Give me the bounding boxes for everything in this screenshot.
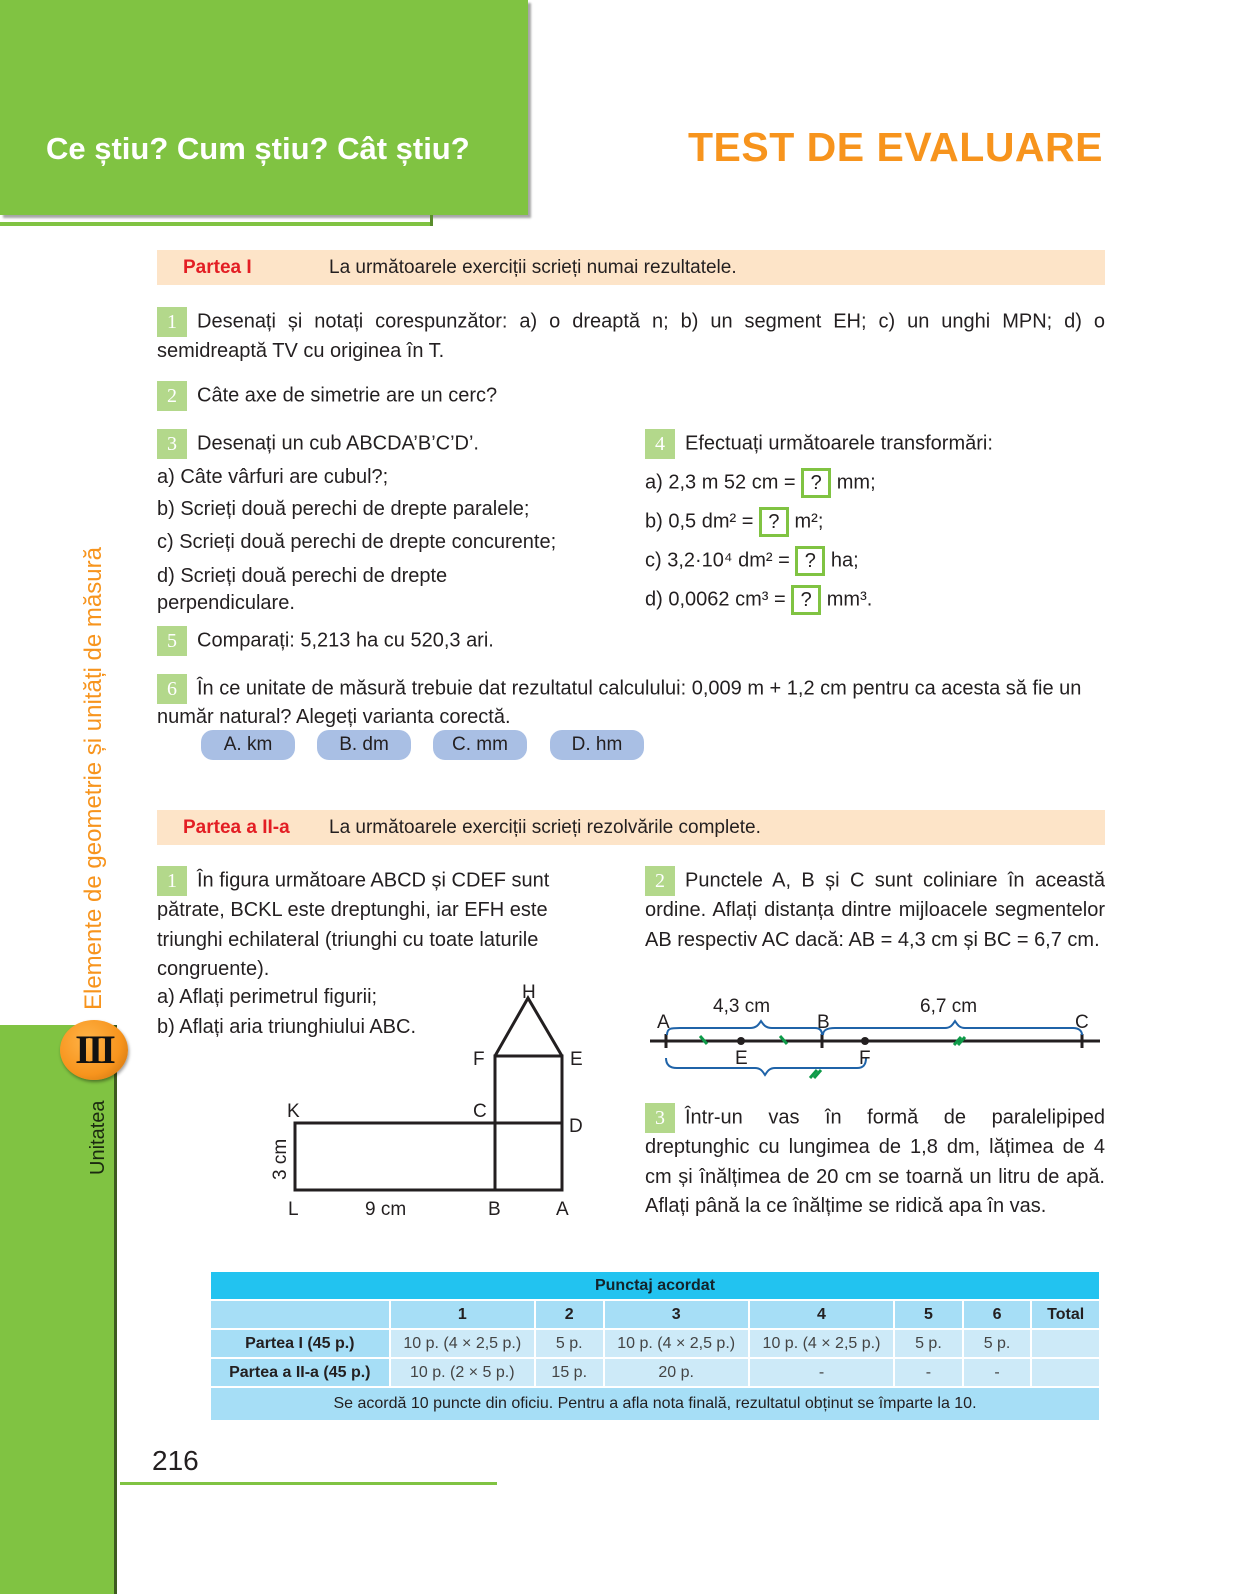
geometry-figure xyxy=(260,975,600,1225)
expression: d) 0,0062 cm³ = xyxy=(645,588,786,611)
score-table-footer: Se acordă 10 puncte din oficiu. Pentru a afla nota finală, rezultatul obținut se împarte la 10. xyxy=(211,1388,1099,1420)
unit-number: III xyxy=(75,1027,113,1072)
column-header: 2 xyxy=(536,1301,603,1328)
question-number: 5 xyxy=(157,626,187,656)
point-f: F xyxy=(859,1048,871,1069)
section-title: Ce știu? Cum știu? Cât știu? xyxy=(46,131,470,166)
point-e: E xyxy=(570,1049,583,1070)
p1-question-4 xyxy=(645,429,993,459)
table-cell: 15 p. xyxy=(536,1359,603,1386)
question-text: Punctele A, B și C sunt coliniare în această ordine. Aflați distanța dintre mijloacele segmentelor AB respectiv AC dacă: AB = 4,3 cm și BC = 6,7 cm. xyxy=(645,869,1105,951)
question-text: Câte axe de simetrie are un cerc? xyxy=(197,384,498,407)
q3-item-a: a) Câte vârfuri are cubul?; xyxy=(157,466,389,488)
table-cell: - xyxy=(750,1359,893,1386)
point-h: H xyxy=(522,982,536,1003)
question-number: 3 xyxy=(645,1103,675,1133)
table-cell: 20 p. xyxy=(605,1359,748,1386)
table-row xyxy=(211,1359,1099,1386)
expression: a) 2,3 m 52 cm = xyxy=(645,471,796,494)
point-e: E xyxy=(735,1048,748,1069)
column-header: 5 xyxy=(895,1301,962,1328)
question-number: 6 xyxy=(157,674,187,704)
question-text: În ce unitate de măsură trebuie dat rezultatul calculului: 0,009 m + 1,2 cm pentru ca acesta să fie un număr natural? Alegeți varianta corectă. xyxy=(157,677,1082,728)
question-text: Într-un vas în formă de paralelipiped dreptunghic cu lungimea de 1,8 dm, lățimea de 4 cm și înălțimea de 20 cm se toarnă un litru de apă. Aflați până la ce înălțime se ridică apa în vas. xyxy=(645,1106,1105,1217)
option-b[interactable]: B. dm xyxy=(317,730,411,760)
option-c[interactable]: C. mm xyxy=(433,730,527,760)
p2-question-3 xyxy=(645,1103,1105,1222)
bc-length-label: 6,7 cm xyxy=(920,996,978,1017)
column-header: 3 xyxy=(605,1301,748,1328)
row-label: Partea I (45 p.) xyxy=(211,1330,389,1357)
p1-question-1 xyxy=(157,307,1105,365)
table-cell: 5 p. xyxy=(536,1330,603,1357)
table-cell: 5 p. xyxy=(895,1330,962,1357)
question-text: Efectuați următoarele transformări: xyxy=(685,432,993,455)
column-header: 4 xyxy=(750,1301,893,1328)
total-cell[interactable] xyxy=(1032,1330,1099,1357)
header-band xyxy=(0,0,528,215)
table-row xyxy=(211,1330,1099,1357)
expression: b) 0,5 dm² = xyxy=(645,510,754,533)
point-f: F xyxy=(473,1049,485,1070)
total-cell[interactable] xyxy=(1032,1359,1099,1386)
point-k: K xyxy=(287,1101,300,1122)
number-line-figure xyxy=(645,990,1105,1085)
part1-instruction: La următoarele exerciții scrieți numai rezultatele. xyxy=(329,256,737,278)
p2-question-1 xyxy=(157,866,597,985)
part1-header xyxy=(157,250,1105,285)
point-l: L xyxy=(288,1199,299,1220)
question-number: 2 xyxy=(157,381,187,411)
p1-question-3 xyxy=(157,429,479,459)
point-a: A xyxy=(556,1199,569,1220)
footer-rule xyxy=(120,1482,497,1485)
unit: mm; xyxy=(836,471,876,494)
q4-item-c xyxy=(645,546,859,576)
page-title: TEST DE EVALUARE xyxy=(688,124,1103,170)
part2-instruction: La următoarele exerciții scrieți rezolvările complete. xyxy=(329,816,761,838)
unit-badge xyxy=(60,1020,128,1080)
table-cell: 10 p. (4 × 2,5 p.) xyxy=(750,1330,893,1357)
point-b: B xyxy=(488,1199,501,1220)
part1-label: Partea I xyxy=(183,256,252,278)
q4-item-a xyxy=(645,468,876,498)
point-c: C xyxy=(473,1101,487,1122)
question-number: 4 xyxy=(645,429,675,459)
p1-question-2 xyxy=(157,381,497,411)
table-cell: 10 p. (2 × 5 p.) xyxy=(391,1359,534,1386)
q4-item-d xyxy=(645,585,872,615)
unit: m²; xyxy=(794,510,824,533)
point-d: D xyxy=(569,1116,583,1137)
point-b: B xyxy=(817,1012,830,1033)
ab-length-label: 4,3 cm xyxy=(713,996,771,1017)
q3-item-d: d) Scrieți două perechi de drepte perpendiculare. xyxy=(157,565,448,614)
option-d[interactable]: D. hm xyxy=(550,730,644,760)
header-divider xyxy=(430,215,433,226)
answer-box[interactable]: ? xyxy=(759,507,789,537)
length-label: 9 cm xyxy=(365,1199,407,1220)
column-header: 6 xyxy=(964,1301,1031,1328)
table-cell: - xyxy=(964,1359,1031,1386)
p2-question-2 xyxy=(645,866,1105,955)
point-a: A xyxy=(657,1012,670,1033)
question-number: 1 xyxy=(157,307,187,337)
q3-item-c: c) Scrieți două perechi de drepte concurente; xyxy=(157,531,557,553)
row-label: Partea a II-a (45 p.) xyxy=(211,1359,389,1386)
question-number: 2 xyxy=(645,866,675,896)
header-underline xyxy=(0,222,430,226)
p1-question-6 xyxy=(157,674,1105,731)
expression: c) 3,2·10⁴ dm² = xyxy=(645,549,790,572)
q4-item-b xyxy=(645,507,823,537)
answer-box[interactable]: ? xyxy=(791,585,821,615)
column-header: 1 xyxy=(391,1301,534,1328)
q3-item-b: b) Scrieți două perechi de drepte paralele; xyxy=(157,498,530,520)
question-text: Desenați și notați corespunzător: a) o dreaptă n; b) un segment EH; c) un unghi MPN; d) o semidreaptă TV cu originea în T. xyxy=(157,310,1105,362)
unit-label: Unitatea xyxy=(87,1100,109,1175)
table-cell: 10 p. (4 × 2,5 p.) xyxy=(605,1330,748,1357)
question-text: Desenați un cub ABCDA’B’C’D’. xyxy=(197,432,479,455)
unit: ha; xyxy=(830,549,859,572)
chapter-title: Elemente de geometrie și unități de măsură xyxy=(80,547,107,1010)
score-table-title: Punctaj acordat xyxy=(211,1272,1099,1299)
unit: mm³. xyxy=(826,588,873,611)
p2-q1-item-b: b) Aflați aria triunghiului ABC. xyxy=(157,1016,417,1038)
point-c: C xyxy=(1075,1012,1089,1033)
answer-box[interactable]: ? xyxy=(795,546,825,576)
page-number: 216 xyxy=(152,1445,199,1476)
height-label: 3 cm xyxy=(270,1138,291,1180)
table-cell: 5 p. xyxy=(964,1330,1031,1357)
question-text: Comparați: 5,213 ha cu 520,3 ari. xyxy=(197,629,494,652)
p2-q1-item-a: a) Aflați perimetrul figurii; xyxy=(157,986,378,1008)
part2-label: Partea a II-a xyxy=(183,816,290,838)
question-number: 3 xyxy=(157,429,187,459)
score-table xyxy=(209,1270,1101,1422)
option-a[interactable]: A. km xyxy=(201,730,295,760)
column-header: Total xyxy=(1032,1301,1099,1328)
question-text: În figura următoare ABCD și CDEF sunt pătrate, BCKL este dreptunghi, iar EFH este triunghi echilateral (triunghi cu toate laturile congruente). xyxy=(157,869,550,980)
table-cell: - xyxy=(895,1359,962,1386)
table-cell: 10 p. (4 × 2,5 p.) xyxy=(391,1330,534,1357)
question-number: 1 xyxy=(157,866,187,896)
answer-box[interactable]: ? xyxy=(801,468,831,498)
p1-question-5 xyxy=(157,626,494,656)
part2-header xyxy=(157,810,1105,845)
column-header xyxy=(211,1301,389,1328)
